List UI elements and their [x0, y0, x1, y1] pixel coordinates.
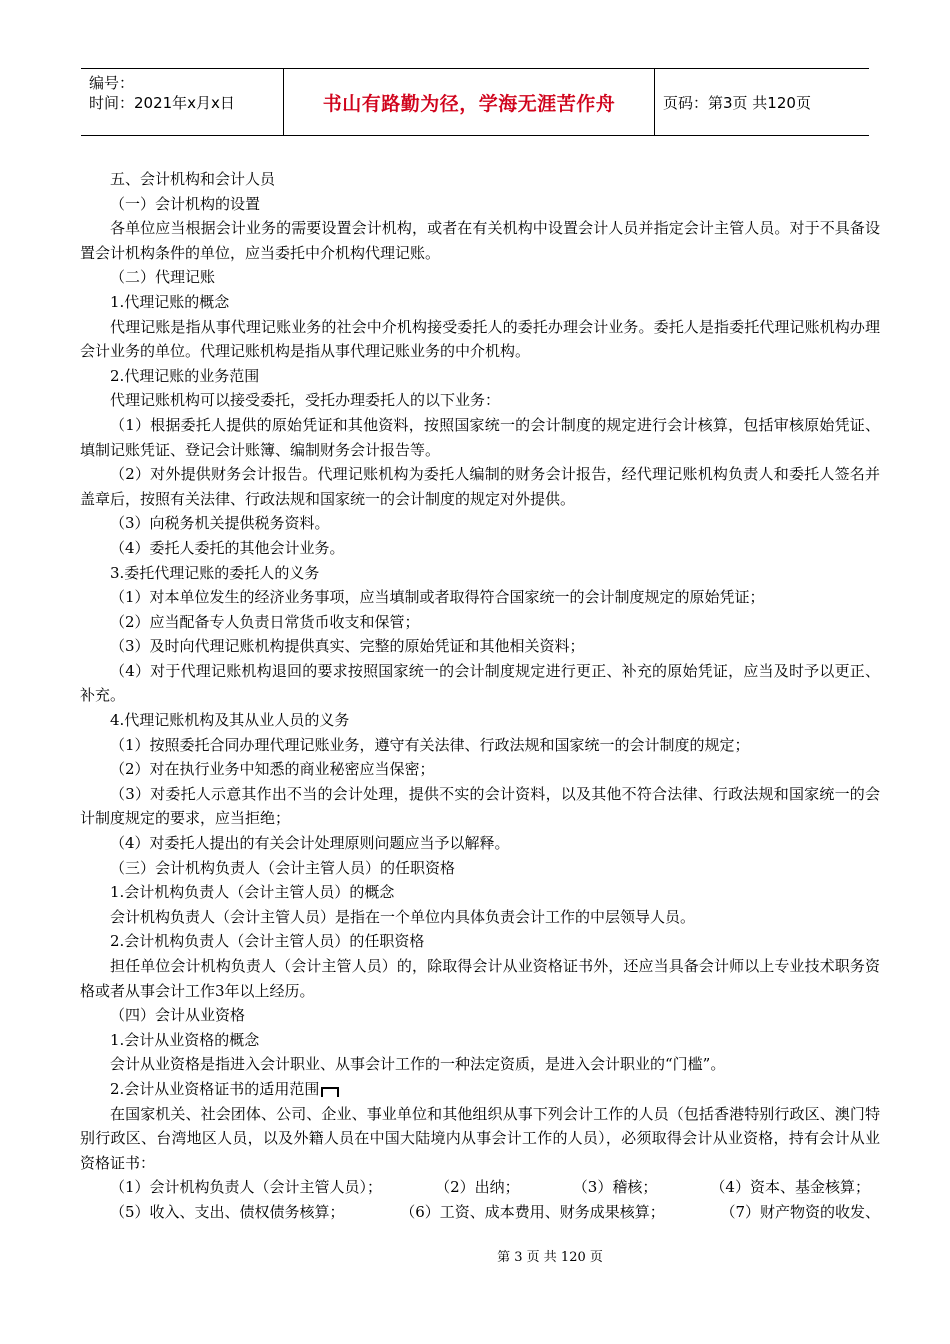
paragraph: （2）对在执行业务中知悉的商业秘密应当保密；: [110, 760, 435, 779]
item-heading: 4.代理记账机构及其从业人员的义务: [110, 711, 350, 730]
subsection-heading: （四）会计从业资格: [110, 1006, 246, 1025]
list-item: （7）财产物资的收发、: [720, 1202, 880, 1221]
list-row: [80, 1175, 880, 1200]
paragraph: （4）对于代理记账机构退回的要求按照国家统一的会计制度规定进行更正、补充的原始凭证，应当及时予以更正、补充。: [80, 661, 880, 705]
section-heading: 五、会计机构和会计人员: [110, 170, 276, 188]
item-heading: 1.会计机构负责人（会计主管人员）的概念: [110, 883, 395, 902]
list-item: （1）会计机构负责人（会计主管人员）；: [110, 1178, 383, 1197]
paragraph: 会计从业资格是指进入会计职业、从事会计工作的一种法定资质，是进入会计职业的“门槛”。: [110, 1055, 726, 1074]
paragraph: 担任单位会计机构负责人（会计主管人员）的，除取得会计从业资格证书外，还应当具备会计师以上专业技术职务资格或者从事会计工作3年以上经历。: [80, 957, 880, 1000]
header-right-cell: [655, 69, 869, 135]
paragraph: 会计机构负责人（会计主管人员）是指在一个单位内具体负责会计工作的中层领导人员。: [110, 907, 696, 926]
paragraph: （1）根据委托人提供的原始凭证和其他资料，按照国家统一的会计制度的规定进行会计核算，包括审核原始凭证、填制记账凭证、登记会计账簿、编制财务会计报告等。: [80, 415, 880, 459]
header-left-cell: [81, 69, 283, 135]
page-footer: [0, 1246, 950, 1265]
item-heading-with-mark: [80, 1077, 880, 1102]
paragraph: 代理记账机构可以接受委托，受托办理委托人的以下业务：: [110, 391, 501, 410]
paragraph: （1）对本单位发生的经济业务事项，应当填制或者取得符合国家统一的会计制度规定的原始凭证；: [110, 588, 765, 607]
subsection-heading: （一）会计机构的设置: [110, 194, 261, 213]
list-item: （2）出纳；: [435, 1178, 520, 1197]
paragraph: （2）应当配备专人负责日常货币收支和保管；: [110, 612, 420, 631]
number-label: 编号：: [89, 74, 135, 92]
item-heading: 2.代理记账的业务范围: [110, 366, 260, 385]
paragraph: （3）向税务机关提供税务资料。: [110, 514, 330, 533]
header-table: [81, 68, 869, 136]
list-item: （4）资本、基金核算；: [710, 1178, 870, 1197]
list-item: （5）收入、支出、债权债务核算；: [110, 1202, 345, 1221]
paragraph: 在国家机关、社会团体、公司、企业、事业单位和其他组织从事下列会计工作的人员（包括香港特别行政区、澳门特别行政区、台湾地区人员，以及外籍人员在中国大陆境内从事会计工作的人员），必须取得会计从业资格，持有会计从业资格证书：: [80, 1104, 880, 1172]
paragraph: （1）按照委托合同办理代理记账业务，遵守有关法律、行政法规和国家统一的会计制度的规定；: [110, 735, 750, 754]
time-label: 时间：2021年x月x日: [89, 94, 235, 112]
item-heading-text: 2.会计从业资格证书的适用范围: [110, 1079, 320, 1098]
item-heading: 2.会计机构负责人（会计主管人员）的任职资格: [110, 932, 425, 951]
paragraph: （3）对委托人示意其作出不当的会计处理，提供不实的会计资料，以及其他不符合法律、行政法规和国家统一的会计制度规定的要求，应当拒绝；: [80, 784, 880, 828]
header-motto-cell: [283, 69, 655, 135]
page-code: 页码：第3页 共120页: [663, 93, 811, 112]
list-item: （3）稽核；: [572, 1178, 658, 1197]
motto-text: 书山有路勤为径，学海无涯苦作舟: [322, 92, 616, 115]
paragraph: 各单位应当根据会计业务的需要设置会计机构，或者在有关机构中设置会计人员并指定会计主管人员。对于不具备设置会计机构条件的单位，应当委托中介机构代理记账。: [80, 219, 880, 262]
paragraph: （4）对委托人提出的有关会计处理原则问题应当予以解释。: [110, 834, 510, 853]
paragraph: 代理记账是指从事代理记账业务的社会中介机构接受委托人的委托办理会计业务。委托人是指委托代理记账机构办理会计业务的单位。代理记账机构是指从事代理记账业务的中介机构。: [80, 317, 880, 361]
list-row: [80, 1200, 880, 1225]
subsection-heading: （二）代理记账: [110, 268, 216, 287]
item-heading: 1.会计从业资格的概念: [110, 1030, 260, 1049]
list-item: （6）工资、成本费用、财务成果核算；: [400, 1202, 665, 1221]
subsection-heading: （三）会计机构负责人（会计主管人员）的任职资格: [110, 858, 456, 877]
item-heading: 3.委托代理记账的委托人的义务: [110, 563, 320, 582]
item-heading: 1.代理记账的概念: [110, 292, 230, 311]
paragraph: （3）及时向代理记账机构提供真实、完整的原始凭证和其他相关资料；: [110, 637, 585, 656]
bracket-mark-icon: [321, 1087, 339, 1097]
document-body: [80, 167, 880, 1225]
paragraph: （2）对外提供财务会计报告。代理记账机构为委托人编制的财务会计报告，经代理记账机构负责人和委托人签名并盖章后，按照有关法律、行政法规和国家统一的会计制度的规定对外提供。: [80, 465, 880, 508]
paragraph: （4）委托人委托的其他会计业务。: [110, 538, 345, 557]
footer-page-number: 第 3 页 共 120 页: [497, 1250, 603, 1265]
